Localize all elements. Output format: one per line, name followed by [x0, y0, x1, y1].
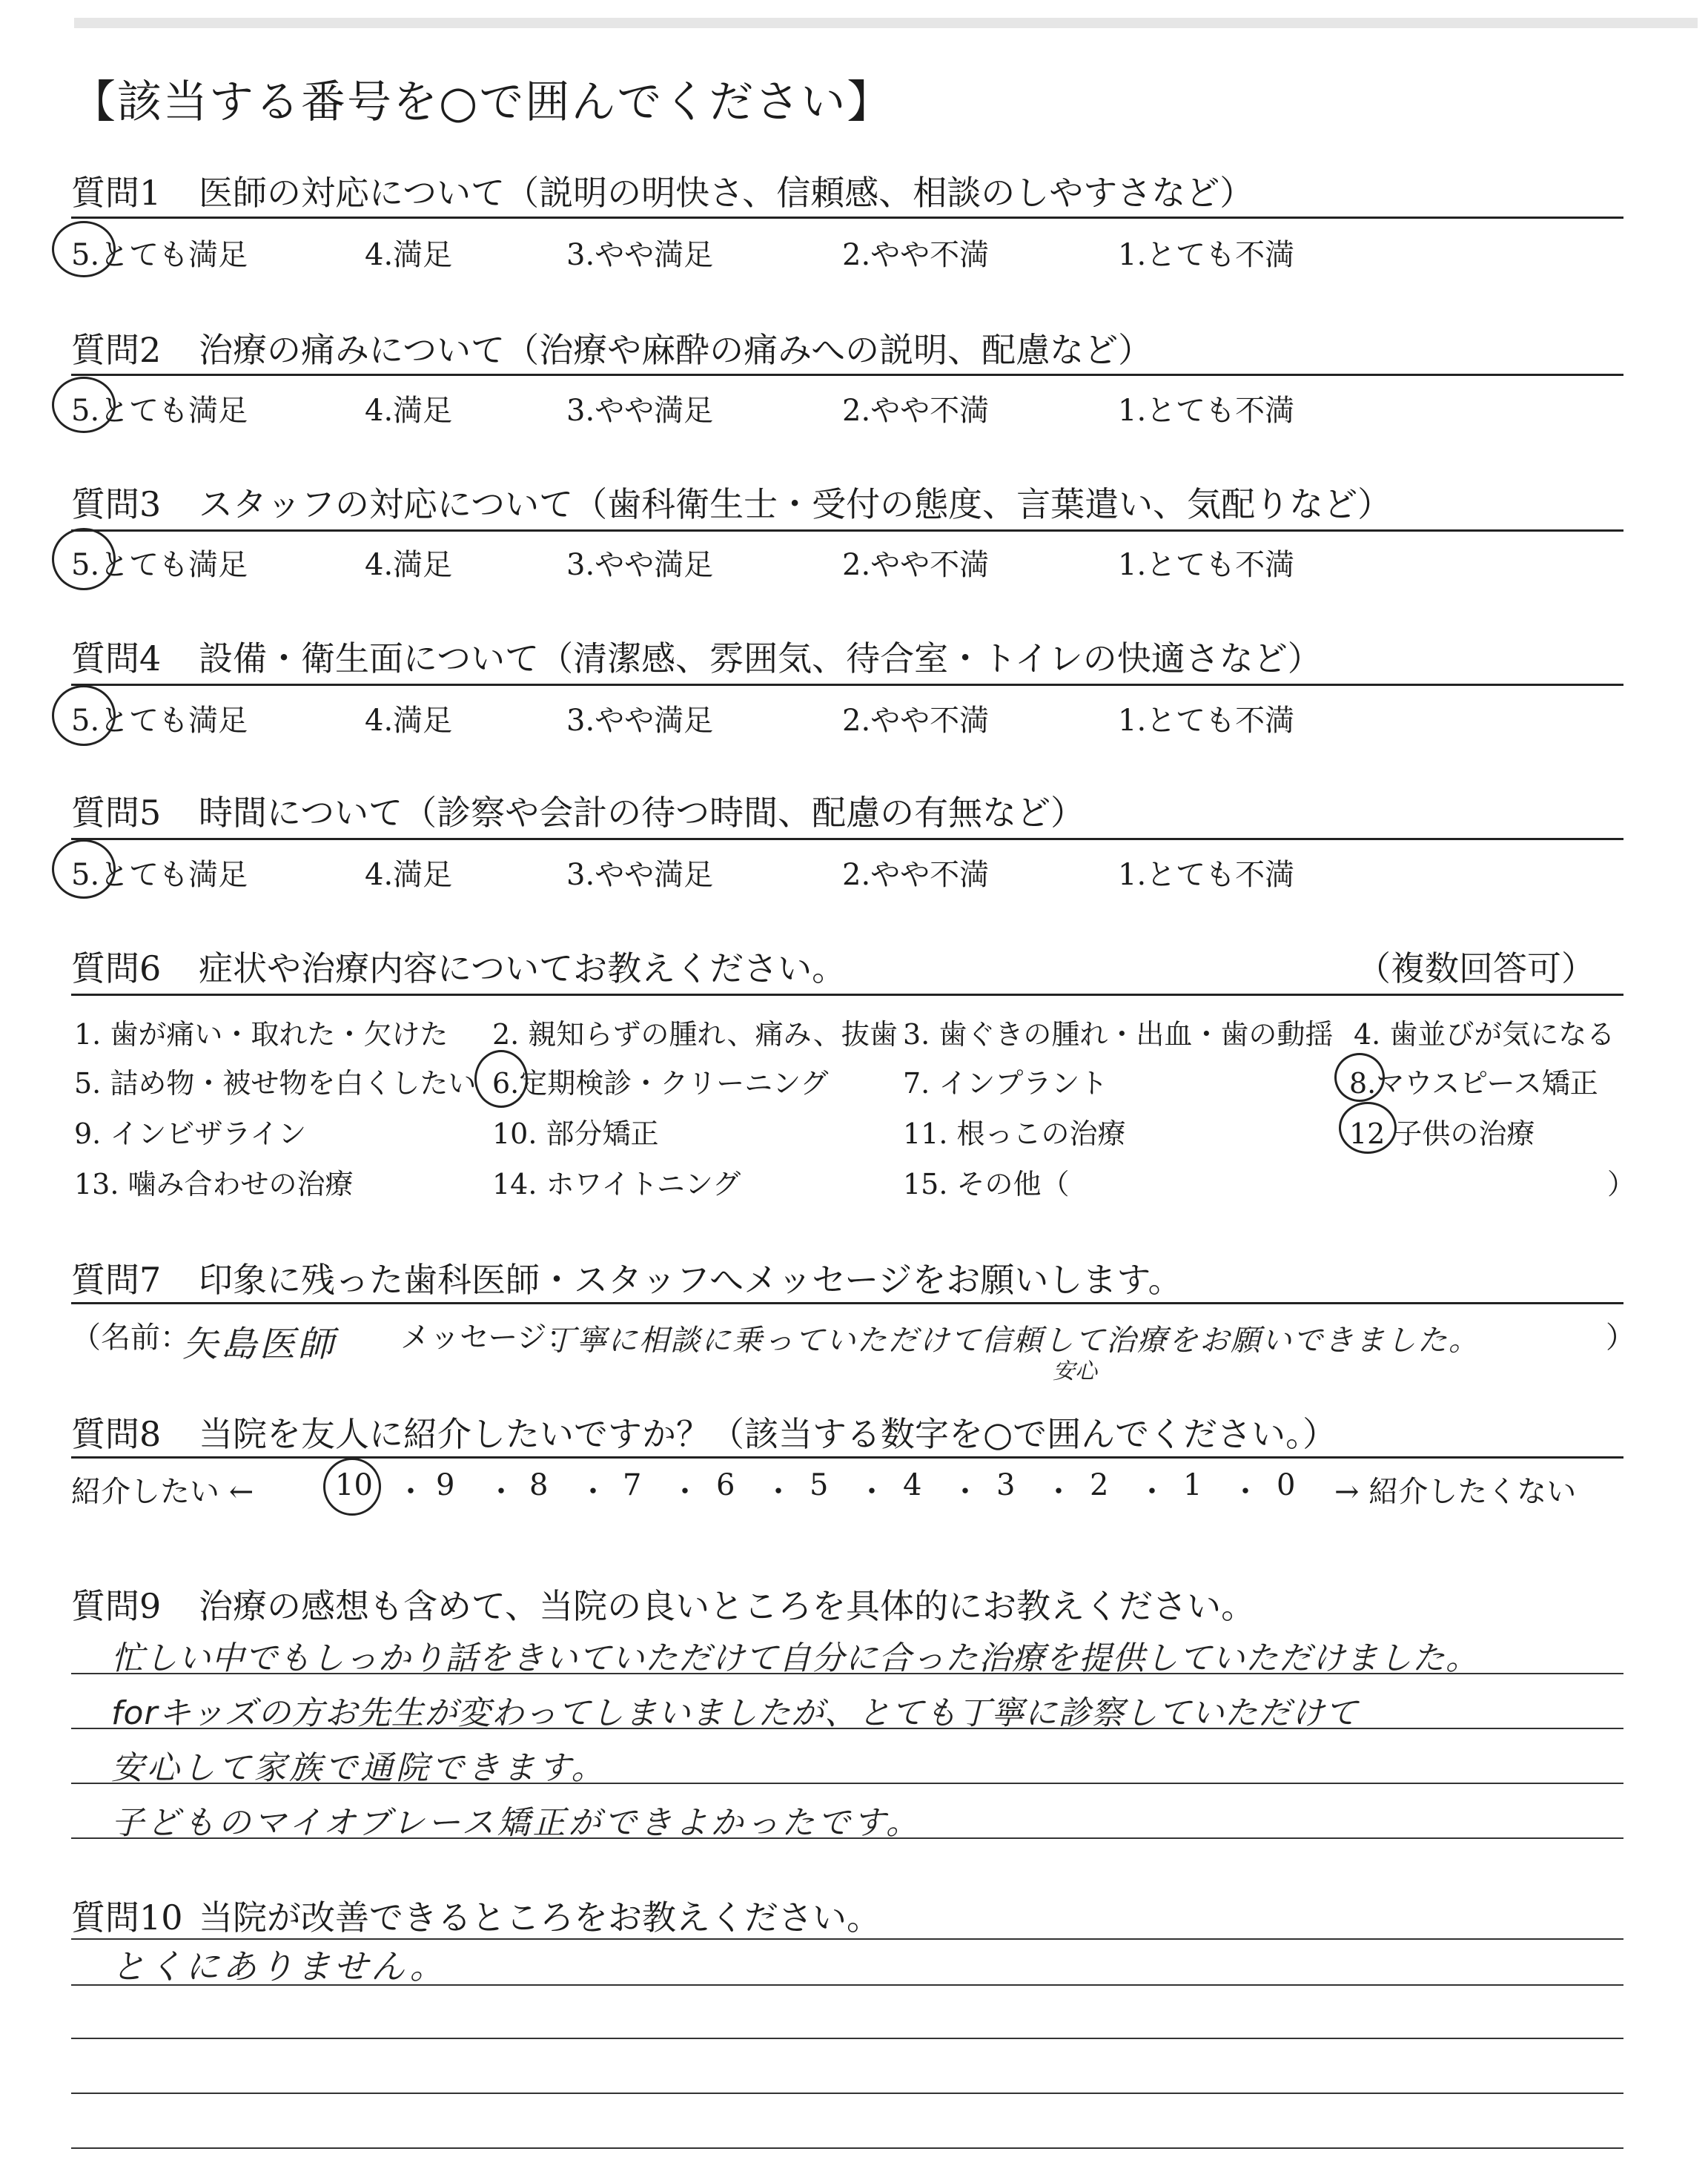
scale-1[interactable]: 1	[1183, 1468, 1202, 1502]
option-2[interactable]: 2.やや不満	[842, 858, 990, 892]
option-5[interactable]: 5.とても満足	[71, 238, 248, 272]
scale-8[interactable]: 8	[529, 1468, 549, 1502]
message-label: メッセージ：	[400, 1321, 577, 1355]
selected-circle	[52, 839, 116, 899]
question-number: 質問6	[71, 948, 162, 988]
selected-circle	[52, 685, 116, 746]
scale-4[interactable]: 4	[903, 1468, 922, 1502]
question-10	[71, 1891, 881, 1940]
symptom-item[interactable]: 5. 詰め物・被せ物を白くしたい	[74, 1067, 477, 1100]
selected-circle	[52, 377, 116, 433]
message-note: 安心	[1053, 1358, 1097, 1384]
question-text: 治療の感想も含めて、当院の良いところを具体的にお教えください。	[199, 1586, 1256, 1626]
rule	[71, 529, 1623, 532]
question-4	[71, 632, 1322, 681]
scale-0[interactable]: 0	[1277, 1468, 1296, 1502]
symptom-item[interactable]: 10. 部分矯正	[492, 1117, 659, 1150]
scale-10[interactable]: 10	[335, 1468, 373, 1502]
scale-dot: ・	[764, 1475, 793, 1509]
symptom-item[interactable]: 12 子供の治療	[1349, 1117, 1535, 1150]
question-number: 質問7	[71, 1260, 162, 1300]
rule	[71, 838, 1623, 840]
option-3[interactable]: 3.やや満足	[566, 858, 714, 892]
selected-circle	[1334, 1053, 1385, 1102]
scale-dot: ・	[1231, 1475, 1260, 1509]
question-1	[71, 166, 1254, 215]
rule	[71, 1456, 1623, 1459]
symptom-item[interactable]: 4. 歯並びが気になる	[1354, 1018, 1615, 1051]
scale-dot: ・	[857, 1475, 887, 1509]
option-4[interactable]: 4.満足	[365, 548, 453, 582]
scale-7[interactable]: 7	[623, 1468, 642, 1502]
symptom-item[interactable]: 3. 歯ぐきの腫れ・出血・歯の動揺	[903, 1018, 1334, 1051]
name-value[interactable]: 矢島医師	[182, 1324, 337, 1365]
name-label: （名前：	[71, 1321, 190, 1355]
symptom-item[interactable]: 7. インプラント	[903, 1067, 1108, 1100]
rule	[71, 217, 1623, 219]
question-number: 質問4	[71, 638, 162, 678]
multi-answer-note: （複数回答可）	[1357, 948, 1595, 988]
answer-text-line[interactable]: とくにありません。	[111, 1946, 447, 1986]
question-number: 質問10	[71, 1898, 183, 1938]
option-1[interactable]: 1.とても不満	[1118, 238, 1295, 272]
option-1[interactable]: 1.とても不満	[1118, 394, 1295, 428]
symptom-item[interactable]: 8.マウスピース矯正	[1349, 1067, 1598, 1100]
option-4[interactable]: 4.満足	[365, 238, 453, 272]
option-5[interactable]: 5.とても満足	[71, 704, 248, 738]
rule	[71, 1302, 1623, 1304]
question-text: 症状や治療内容についてお教えください。	[199, 948, 847, 988]
selected-circle	[52, 528, 116, 590]
question-9	[71, 1579, 1255, 1628]
option-1[interactable]: 1.とても不満	[1118, 548, 1295, 582]
option-2[interactable]: 2.やや不満	[842, 394, 990, 428]
symptom-item[interactable]: 15. その他（	[903, 1168, 1070, 1200]
scale-dot: ・	[1044, 1475, 1073, 1509]
option-3[interactable]: 3.やや満足	[566, 704, 714, 738]
scale-dot: ・	[950, 1475, 980, 1509]
option-5[interactable]: 5.とても満足	[71, 394, 248, 428]
selected-circle	[52, 221, 116, 277]
option-3[interactable]: 3.やや満足	[566, 238, 714, 272]
symptom-item[interactable]: 2. 親知らずの腫れ、痛み、抜歯	[492, 1018, 898, 1051]
recommend-left: 紹介したい ←	[71, 1475, 254, 1509]
question-text: 医師の対応について（説明の明快さ、信頼感、相談のしやすさなど）	[199, 173, 1254, 213]
symptom-item[interactable]: 6.定期検診・クリーニング	[492, 1067, 829, 1100]
option-4[interactable]: 4.満足	[365, 704, 453, 738]
option-4[interactable]: 4.満足	[365, 858, 453, 892]
scale-dot: ・	[670, 1475, 700, 1509]
message-value[interactable]: 丁寧に相談に乗っていただけて信頼して治療をお願いできました。	[546, 1324, 1480, 1358]
question-text: 時間について（診察や会計の待つ時間、配慮の有無など）	[199, 793, 1085, 833]
question-text: 印象に残った歯科医師・スタッフへメッセージをお願いします。	[199, 1260, 1182, 1300]
option-1[interactable]: 1.とても不満	[1118, 858, 1295, 892]
option-4[interactable]: 4.満足	[365, 394, 453, 428]
scale-2[interactable]: 2	[1090, 1468, 1109, 1502]
question-number: 質問2	[71, 330, 162, 370]
symptom-item[interactable]: 13. 噛み合わせの治療	[74, 1168, 354, 1200]
question-text: スタッフの対応について（歯科衛生士・受付の態度、言葉遣い、気配りなど）	[199, 484, 1392, 524]
question-2	[71, 323, 1152, 372]
scale-dot: ・	[396, 1475, 426, 1509]
question-number: 質問8	[71, 1414, 162, 1454]
symptom-item[interactable]: 9. インビザライン	[74, 1117, 307, 1150]
symptom-item[interactable]: 14. ホワイトニング	[492, 1168, 741, 1200]
question-number: 質問9	[71, 1586, 162, 1626]
question-5	[71, 786, 1085, 835]
question-number: 質問1	[71, 173, 162, 213]
answer-text-line[interactable]: forキッズの方お先生が変わってしまいましたが、とても丁寧に診察していただけて	[111, 1694, 1359, 1732]
question-7	[71, 1253, 1182, 1302]
page-header: 【該当する番号を○で囲んでください】	[71, 76, 893, 128]
scan-top-edge	[74, 18, 1698, 28]
message-close: ）	[1606, 1321, 1635, 1355]
answer-text-line[interactable]: 子どものマイオブレース矯正ができよかったです。	[111, 1804, 921, 1842]
option-5[interactable]: 5.とても満足	[71, 858, 248, 892]
answer-line	[71, 2038, 1623, 2039]
symptom-item[interactable]: 11. 根っこの治療	[903, 1117, 1126, 1150]
question-text: 当院が改善できるところをお教えください。	[199, 1898, 881, 1938]
answer-line	[71, 2147, 1623, 2149]
question-number: 質問3	[71, 484, 162, 524]
option-3[interactable]: 3.やや満足	[566, 548, 714, 582]
question-8	[71, 1407, 1337, 1456]
option-2[interactable]: 2.やや不満	[842, 548, 990, 582]
question-text: 当院を友人に紹介したいですか？（該当する数字を○で囲んでください。）	[199, 1414, 1337, 1454]
symptom-item: ）	[1607, 1168, 1636, 1200]
scale-dot: ・	[1137, 1475, 1167, 1509]
answer-text-line[interactable]: 安心して家族で通院できます。	[111, 1749, 607, 1787]
scale-dot: ・	[486, 1475, 516, 1509]
answer-line	[71, 2093, 1623, 2094]
rule	[71, 374, 1623, 376]
scale-9[interactable]: 9	[436, 1468, 455, 1502]
question-3	[71, 478, 1391, 526]
selected-circle	[474, 1050, 528, 1108]
option-3[interactable]: 3.やや満足	[566, 394, 714, 428]
selected-circle	[1339, 1102, 1397, 1154]
symptom-item[interactable]: 1. 歯が痛い・取れた・欠けた	[74, 1018, 448, 1051]
recommend-right: → 紹介したくない	[1334, 1475, 1577, 1509]
question-6	[71, 942, 846, 991]
option-2[interactable]: 2.やや不満	[842, 704, 990, 738]
scale-3[interactable]: 3	[996, 1468, 1016, 1502]
scale-dot: ・	[578, 1475, 608, 1509]
question-number: 質問5	[71, 793, 162, 833]
scale-6[interactable]: 6	[716, 1468, 735, 1502]
rule	[71, 994, 1623, 996]
option-1[interactable]: 1.とても不満	[1118, 704, 1295, 738]
option-2[interactable]: 2.やや不満	[842, 238, 990, 272]
scale-5[interactable]: 5	[810, 1468, 829, 1502]
answer-text-line[interactable]: 忙しい中でもしっかり話をきいていただけて自分に合った治療を提供していただけました。	[111, 1639, 1479, 1677]
question-text: 治療の痛みについて（治療や麻酔の痛みへの説明、配慮など）	[199, 330, 1153, 370]
rule	[71, 684, 1623, 686]
selected-circle	[323, 1458, 381, 1516]
option-5[interactable]: 5.とても満足	[71, 548, 248, 582]
question-text: 設備・衛生面について（清潔感、雰囲気、待合室・トイレの快適さなど）	[199, 638, 1322, 678]
